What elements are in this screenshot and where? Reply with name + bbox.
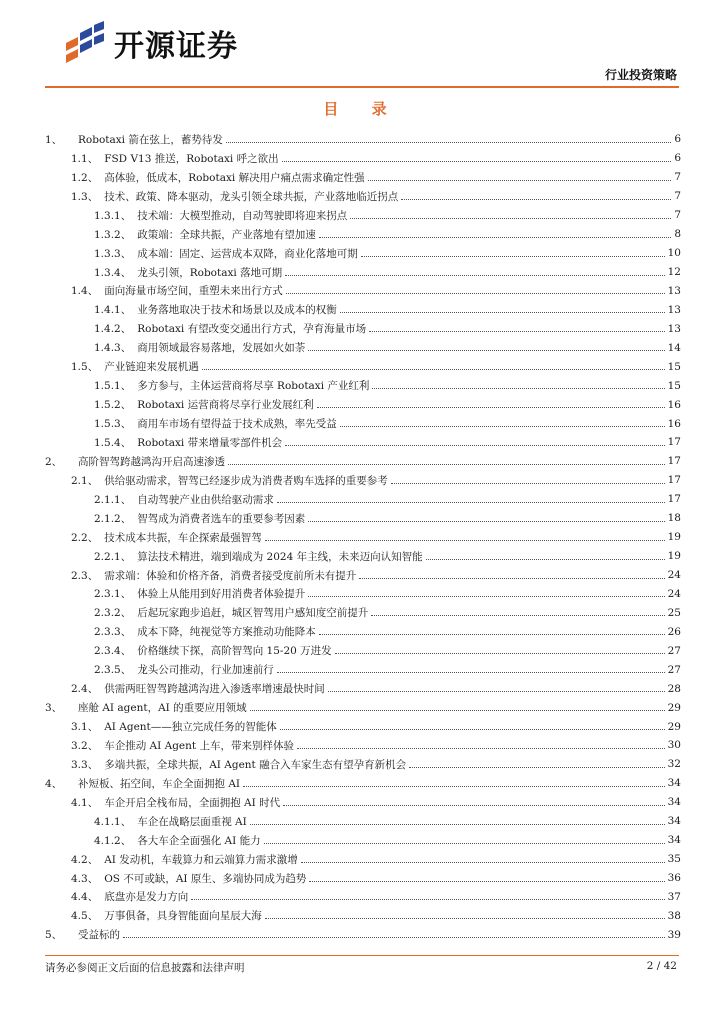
toc-entry-page: 24	[667, 587, 681, 600]
toc-dot-leader	[285, 275, 665, 276]
toc-entry-page: 14	[667, 341, 681, 354]
toc-dot-leader	[409, 767, 665, 768]
toc-entry[interactable]	[45, 414, 681, 433]
toc-entry-label: 高阶智驾跨越鸿沟开启高速渗透	[78, 455, 225, 468]
toc-dot-leader	[368, 180, 672, 181]
toc-entry-number: 1.4.2、	[94, 323, 132, 336]
toc-entry-label: 受益标的	[78, 929, 120, 942]
toc-entry[interactable]	[45, 641, 681, 660]
toc-dot-leader	[369, 331, 665, 332]
toc-entry[interactable]	[45, 698, 681, 717]
toc-entry-number: 4.4、	[71, 891, 99, 904]
toc-dot-leader	[308, 596, 664, 597]
toc-entry-label: 技术成本共振，车企探索最强智驾	[104, 531, 262, 544]
toc-entry[interactable]	[45, 660, 681, 679]
toc-entry-number: 2.3.3、	[94, 626, 132, 639]
toc-entry-number: 2、	[45, 455, 63, 468]
toc-dot-leader	[123, 937, 665, 938]
toc-entry[interactable]	[45, 452, 681, 471]
toc-dot-leader	[277, 502, 665, 503]
toc-entry-number: 1.3.2、	[94, 228, 132, 241]
toc-entry-label: 智驾成为消费者选车的重要参考因素	[137, 512, 306, 525]
toc-entry[interactable]	[45, 395, 681, 414]
toc-entry[interactable]	[45, 793, 681, 812]
toc-entry-number: 4.3、	[71, 872, 99, 885]
toc-dot-leader	[301, 862, 665, 863]
toc-entry-page: 15	[667, 360, 681, 373]
toc-entry-number: 1、	[45, 133, 63, 146]
toc-dot-leader	[202, 369, 665, 370]
toc-entry-label: 商用车市场有望得益于技术成熟，率先受益	[137, 418, 337, 431]
toc-dot-leader	[226, 142, 671, 143]
toc-dot-leader	[283, 805, 665, 806]
toc-entry-label: 龙头引领，Robotaxi 落地可期	[137, 266, 283, 279]
toc-entry-label: 供给驱动需求，智驾已经逐步成为消费者购车选择的重要参考	[104, 474, 388, 487]
toc-entry-number: 2.1.2、	[94, 512, 132, 525]
toc-entry[interactable]	[45, 736, 681, 755]
toc-entry[interactable]	[45, 869, 681, 888]
toc-entry-label: 各大车企全面强化 AI 能力	[137, 834, 261, 847]
toc-dot-leader	[391, 483, 665, 484]
toc-entry-label: 车企开启全栈布局，全面拥抱 AI 时代	[104, 796, 281, 809]
toc-entry-page: 38	[667, 909, 681, 922]
toc-dot-leader	[250, 710, 665, 711]
company-logo	[62, 20, 282, 66]
toc-entry-label: 座舱 AI agent，AI 的重要应用领域	[78, 702, 247, 715]
toc-dot-leader	[359, 578, 664, 579]
toc-entry-label: Robotaxi 有望改变交通出行方式，孕育海量市场	[137, 323, 367, 336]
toc-dot-leader	[243, 786, 665, 787]
toc-dot-leader	[277, 672, 665, 673]
toc-entry[interactable]	[45, 187, 681, 206]
toc-dot-leader	[264, 843, 665, 844]
logo-mark-icon	[62, 21, 106, 65]
toc-dot-leader	[265, 918, 665, 919]
toc-entry[interactable]	[45, 547, 681, 566]
toc-dot-leader	[372, 388, 664, 389]
toc-entry-number: 4、	[45, 777, 63, 790]
toc-dot-leader	[340, 426, 665, 427]
toc-dot-leader	[328, 691, 665, 692]
toc-entry-page: 34	[667, 815, 681, 828]
toc-entry-page: 27	[667, 644, 681, 657]
toc-entry[interactable]	[45, 906, 681, 925]
toc-entry-number: 4.2、	[71, 853, 99, 866]
toc-entry-label: 成本下降，纯视觉等方案推动功能降本	[137, 626, 316, 639]
toc-entry-page: 7	[674, 209, 681, 222]
toc-entry[interactable]	[45, 300, 681, 319]
footer-divider	[45, 955, 679, 956]
toc-entry-page: 19	[667, 550, 681, 563]
toc-entry-page: 24	[667, 569, 681, 582]
toc-entry[interactable]	[45, 263, 681, 282]
table-of-contents	[45, 130, 681, 944]
toc-entry-number: 2.2.1、	[94, 550, 132, 563]
toc-entry-label: 面向海量市场空间，重塑未来出行方式	[104, 285, 283, 298]
toc-entry-page: 12	[667, 266, 681, 279]
toc-entry-page: 6	[674, 152, 681, 165]
toc-dot-leader	[317, 407, 665, 408]
toc-entry[interactable]	[45, 509, 681, 528]
toc-entry-number: 3.3、	[71, 758, 99, 771]
toc-entry-number: 4.1.1、	[94, 815, 132, 828]
toc-entry[interactable]	[45, 357, 681, 376]
toc-entry[interactable]	[45, 812, 681, 831]
toc-entry-page: 29	[667, 720, 681, 733]
toc-dot-leader	[371, 615, 664, 616]
toc-entry-page: 8	[674, 228, 681, 241]
toc-entry[interactable]	[45, 850, 681, 869]
toc-entry-label: AI 发动机，车载算力和云端算力需求激增	[104, 853, 298, 866]
toc-entry-label: 补短板、拓空间，车企全面拥抱 AI	[78, 777, 241, 790]
toc-entry-number: 3.2、	[71, 739, 99, 752]
document-type-label: 行业投资策略	[604, 68, 677, 82]
toc-entry-number: 5、	[45, 929, 63, 942]
toc-entry-label: 算法技术精进，端到端成为 2024 年主线，未来迈向认知智能	[137, 550, 423, 563]
toc-entry-page: 34	[667, 777, 681, 790]
toc-entry-page: 27	[667, 663, 681, 676]
toc-entry-number: 2.2、	[71, 531, 99, 544]
toc-entry-page: 18	[667, 512, 681, 525]
toc-dot-leader	[285, 445, 665, 446]
toc-entry-page: 34	[667, 834, 681, 847]
toc-entry[interactable]	[45, 471, 681, 490]
logo-text: 开源证券	[114, 29, 238, 64]
toc-dot-leader	[191, 899, 664, 900]
toc-entry-label: 价格继续下探，高阶智驾向 15-20 万进发	[137, 645, 332, 658]
toc-entry[interactable]	[45, 566, 681, 585]
toc-entry-page: 19	[667, 531, 681, 544]
toc-entry-number: 4.5、	[71, 910, 99, 923]
toc-entry-page: 34	[667, 796, 681, 809]
toc-entry-label: FSD V13 推送，Robotaxi 呼之欲出	[104, 152, 279, 165]
toc-entry-number: 1.3、	[71, 190, 99, 203]
toc-entry-page: 30	[667, 739, 681, 752]
toc-entry-page: 16	[667, 417, 681, 430]
toc-entry-number: 2.3.2、	[94, 607, 132, 620]
toc-dot-leader	[297, 748, 665, 749]
toc-entry-number: 3.1、	[71, 721, 99, 734]
toc-entry-number: 2.1.1、	[94, 493, 132, 506]
toc-entry-page: 13	[667, 303, 681, 316]
toc-entry-number: 4.1、	[71, 796, 99, 809]
toc-entry-number: 2.3、	[71, 569, 99, 582]
toc-entry-page: 17	[667, 474, 681, 487]
toc-entry-number: 2.3.1、	[94, 588, 132, 601]
toc-entry-page: 17	[667, 436, 681, 449]
toc-entry-number: 1.2、	[71, 171, 99, 184]
toc-entry[interactable]	[45, 831, 681, 850]
toc-entry-label: 底盘亦是发力方向	[104, 891, 189, 904]
toc-entry-label: 技术、政策、降本驱动，龙头引领全球共振，产业落地临近拐点	[104, 190, 399, 203]
toc-dot-leader	[265, 540, 665, 541]
toc-entry-label: OS 不可或缺，AI 原生、多端协同成为趋势	[104, 872, 307, 885]
toc-entry-number: 2.1、	[71, 474, 99, 487]
toc-entry-page: 10	[667, 247, 681, 260]
toc-entry[interactable]	[45, 149, 681, 168]
toc-dot-leader	[350, 218, 671, 219]
toc-entry-label: 需求端：体验和价格齐备，消费者接受度前所未有提升	[104, 569, 357, 582]
toc-entry[interactable]	[45, 603, 681, 622]
toc-dot-leader	[426, 559, 665, 560]
toc-entry-number: 1.4、	[71, 285, 99, 298]
toc-entry[interactable]	[45, 319, 681, 338]
toc-entry-page: 13	[667, 284, 681, 297]
toc-dot-leader	[250, 824, 665, 825]
toc-entry-label: 商用领域最容易落地，发展如火如荼	[137, 342, 306, 355]
toc-entry-page: 28	[667, 682, 681, 695]
toc-entry-number: 3、	[45, 702, 63, 715]
toc-entry-label: Robotaxi 带来增量零部件机会	[137, 436, 283, 449]
toc-entry-label: 万事俱备，具身智能面向星辰大海	[104, 910, 262, 923]
toc-dot-leader	[309, 881, 664, 882]
toc-entry-page: 17	[667, 455, 681, 468]
toc-entry[interactable]	[45, 679, 681, 698]
toc-entry[interactable]	[45, 622, 681, 641]
page-header	[0, 0, 724, 90]
toc-entry-number: 1.3.4、	[94, 266, 132, 279]
toc-entry-label: 龙头公司推动，行业加速前行	[137, 664, 274, 677]
toc-dot-leader	[286, 293, 665, 294]
toc-dot-leader	[401, 199, 671, 200]
toc-entry-page: 26	[667, 625, 681, 638]
toc-entry[interactable]	[45, 490, 681, 509]
toc-entry-label: 产业链迎来发展机遇	[104, 361, 199, 374]
toc-entry-page: 7	[674, 190, 681, 203]
toc-entry-label: 业务落地取决于技术和场景以及成本的权衡	[137, 304, 337, 317]
toc-entry[interactable]	[45, 585, 681, 604]
toc-entry[interactable]	[45, 755, 681, 774]
toc-entry-label: Robotaxi 箭在弦上，蓄势待发	[78, 133, 223, 146]
toc-dot-leader	[228, 464, 665, 465]
toc-entry-number: 4.1.2、	[94, 834, 132, 847]
toc-entry-label: 多方参与，主体运营商将尽享 Robotaxi 产业红利	[137, 380, 370, 393]
toc-entry-label: 体验上从能用到好用消费者体验提升	[137, 588, 306, 601]
toc-entry-page: 37	[667, 890, 681, 903]
toc-dot-leader	[340, 312, 665, 313]
toc-entry[interactable]	[45, 717, 681, 736]
toc-entry-number: 1.1、	[71, 152, 99, 165]
toc-entry[interactable]	[45, 338, 681, 357]
toc-entry-number: 1.3.3、	[94, 247, 132, 260]
toc-entry[interactable]	[45, 168, 681, 187]
toc-entry[interactable]	[45, 244, 681, 263]
toc-entry-page: 29	[667, 701, 681, 714]
toc-entry[interactable]	[45, 888, 681, 907]
toc-entry[interactable]	[45, 225, 681, 244]
toc-entry-page: 7	[674, 171, 681, 184]
toc-entry-number: 2.3.4、	[94, 645, 132, 658]
toc-dot-leader	[361, 256, 665, 257]
toc-entry[interactable]	[45, 282, 681, 301]
toc-entry-page: 17	[667, 493, 681, 506]
toc-entry-page: 25	[667, 606, 681, 619]
toc-entry-label: 成本端：固定、运营成本双降，商业化落地可期	[137, 247, 358, 260]
toc-entry-page: 6	[674, 133, 681, 146]
toc-entry[interactable]	[45, 206, 681, 225]
toc-entry-page: 39	[667, 928, 681, 941]
toc-entry-label: 车企推动 AI Agent 上车，带来别样体验	[104, 739, 294, 752]
toc-entry-number: 1.5、	[71, 361, 99, 374]
toc-entry[interactable]	[45, 130, 681, 149]
toc-dot-leader	[319, 634, 665, 635]
toc-entry-label: 政策端：全球共振，产业落地有望加速	[137, 228, 316, 241]
toc-dot-leader	[308, 521, 664, 522]
toc-entry-number: 1.5.1、	[94, 380, 132, 393]
page-number: 2 / 42	[646, 960, 677, 972]
toc-dot-leader	[319, 237, 672, 238]
toc-entry-number: 1.5.3、	[94, 418, 132, 431]
toc-dot-leader	[282, 161, 672, 162]
toc-entry-number: 1.4.3、	[94, 342, 132, 355]
toc-entry-label: 后起玩家跑步追赶，城区智驾用户感知度空前提升	[137, 607, 369, 620]
footer-disclaimer: 请务必参阅正文后面的信息披露和法律声明	[45, 962, 245, 974]
toc-entry-page: 15	[667, 379, 681, 392]
toc-entry-page: 16	[667, 398, 681, 411]
toc-entry-label: 多端共振，全球共振，AI Agent 融合入车家生态有望孕育新机会	[104, 758, 407, 771]
toc-entry-page: 13	[667, 322, 681, 335]
toc-entry-number: 1.5.4、	[94, 436, 132, 449]
toc-entry-label: AI Agent——独立完成任务的智能体	[104, 721, 277, 734]
toc-entry-number: 1.3.1、	[94, 209, 132, 222]
toc-dot-leader	[335, 653, 665, 654]
toc-entry[interactable]	[45, 925, 681, 944]
toc-entry-number: 1.4.1、	[94, 304, 132, 317]
toc-dot-leader	[308, 350, 664, 351]
toc-entry[interactable]	[45, 528, 681, 547]
toc-entry-label: 技术端：大模型推动，自动驾驶即将迎来拐点	[137, 209, 348, 222]
toc-entry-page: 36	[667, 872, 681, 885]
toc-entry-label: 供需两旺智驾跨越鸿沟进入渗透率增速最快时间	[104, 683, 325, 696]
toc-entry[interactable]	[45, 376, 681, 395]
header-divider	[45, 86, 679, 88]
toc-entry-number: 1.5.2、	[94, 399, 132, 412]
toc-entry-label: 自动驾驶产业由供给驱动需求	[137, 493, 274, 506]
toc-entry-number: 2.3.5、	[94, 664, 132, 677]
toc-entry[interactable]	[45, 433, 681, 452]
toc-entry-label: 车企在战略层面重视 AI	[137, 815, 247, 828]
toc-entry-page: 32	[667, 758, 681, 771]
toc-entry-label: 高体验，低成本，Robotaxi 解决用户痛点需求确定性强	[104, 171, 365, 184]
toc-entry-label: Robotaxi 运营商将尽享行业发展红利	[137, 399, 314, 412]
toc-dot-leader	[280, 729, 665, 730]
toc-entry-number: 2.4、	[71, 683, 99, 696]
toc-title: 目 录	[323, 100, 401, 118]
toc-entry[interactable]	[45, 774, 681, 793]
toc-entry-page: 35	[667, 853, 681, 866]
